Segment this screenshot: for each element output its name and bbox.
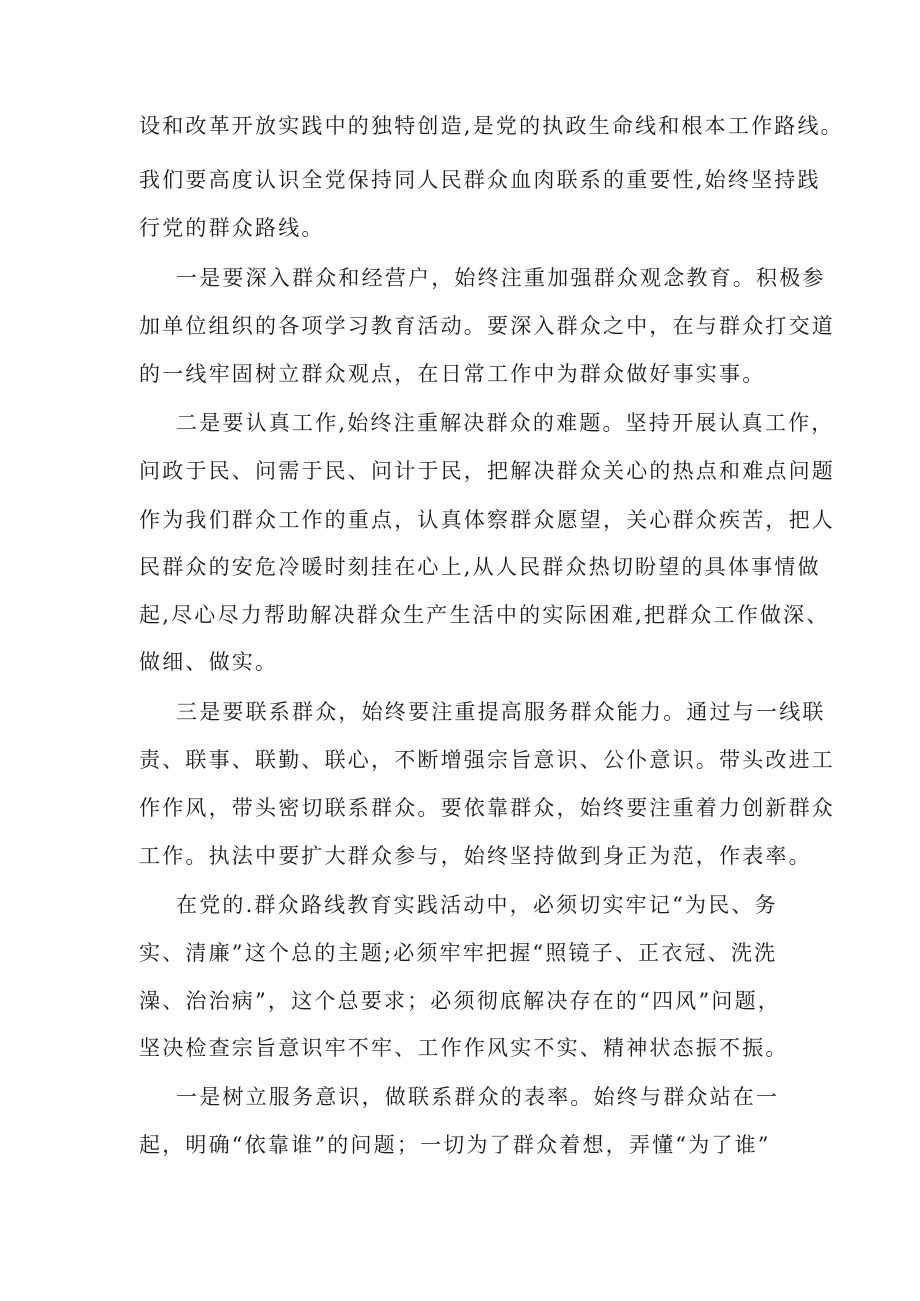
text-line: 民群众的安危冷暖时刻挂在心上,从人民群众热切盼望的具体事情做 xyxy=(139,555,821,579)
text-line: 做细、做实。 xyxy=(139,650,279,674)
text-line: 作为我们群众工作的重点，认真体察群众愿望，关心群众疾苦，把人 xyxy=(139,508,835,532)
text-line: 一是树立服务意识，做联系群众的表率。始终与群众站在一 xyxy=(176,1085,780,1109)
text-line: 澡、治治病”，这个总要求；必须彻底解决存在的“四风”问题， xyxy=(139,989,782,1013)
text-line: 在党的.群众路线教育实践活动中，必须切实牢记“为民、务 xyxy=(176,893,778,917)
text-line: 三是要联系群众，始终要注重提高服务群众能力。通过与一线联 xyxy=(176,700,826,724)
text-line: 二是要认真工作,始终注重解决群众的难题。坚持开展认真工作， xyxy=(176,411,835,435)
text-line: 设和改革开放实践中的独特创造,是党的执政生命线和根本工作路线。 xyxy=(139,114,844,138)
text-line: 问政于民、问需于民、问计于民，把解决群众关心的热点和难点问题 xyxy=(139,459,835,483)
text-line: 起,尽心尽力帮助解决群众生产生活中的实际困难,把群众工作做深、 xyxy=(139,603,830,627)
text-line: 作作风，带头密切联系群众。要依靠群众，始终要注重着力创新群众 xyxy=(139,796,835,820)
text-line: 坚决检查宗旨意识牢不牢、工作作风实不实、精神状态振不振。 xyxy=(139,1036,789,1060)
text-line: 一是要深入群众和经营户，始终注重加强群众观念教育。积极参 xyxy=(176,266,826,290)
text-line: 起，明确“依靠谁”的问题；一切为了群众着想，弄懂“为了谁” xyxy=(139,1133,771,1157)
text-line: 工作。执法中要扩大群众参与，始终坚持做到身正为范，作表率。 xyxy=(139,844,812,868)
text-line: 实、清廉”这个总的主题;必须牢牢把握“照镜子、正衣冠、洗洗 xyxy=(139,941,778,965)
text-line: 行党的群众路线。 xyxy=(139,216,325,240)
text-line: 加单位组织的各项学习教育活动。要深入群众之中，在与群众打交道 xyxy=(139,314,835,338)
text-line: 我们要高度认识全党保持同人民群众血肉联系的重要性,始终坚持践 xyxy=(139,168,821,192)
text-line: 的一线牢固树立群众观点，在日常工作中为群众做好事实事。 xyxy=(139,362,766,386)
text-line: 责、联事、联勤、联心，不断增强宗旨意识、公仆意识。带头改进工 xyxy=(139,748,835,772)
